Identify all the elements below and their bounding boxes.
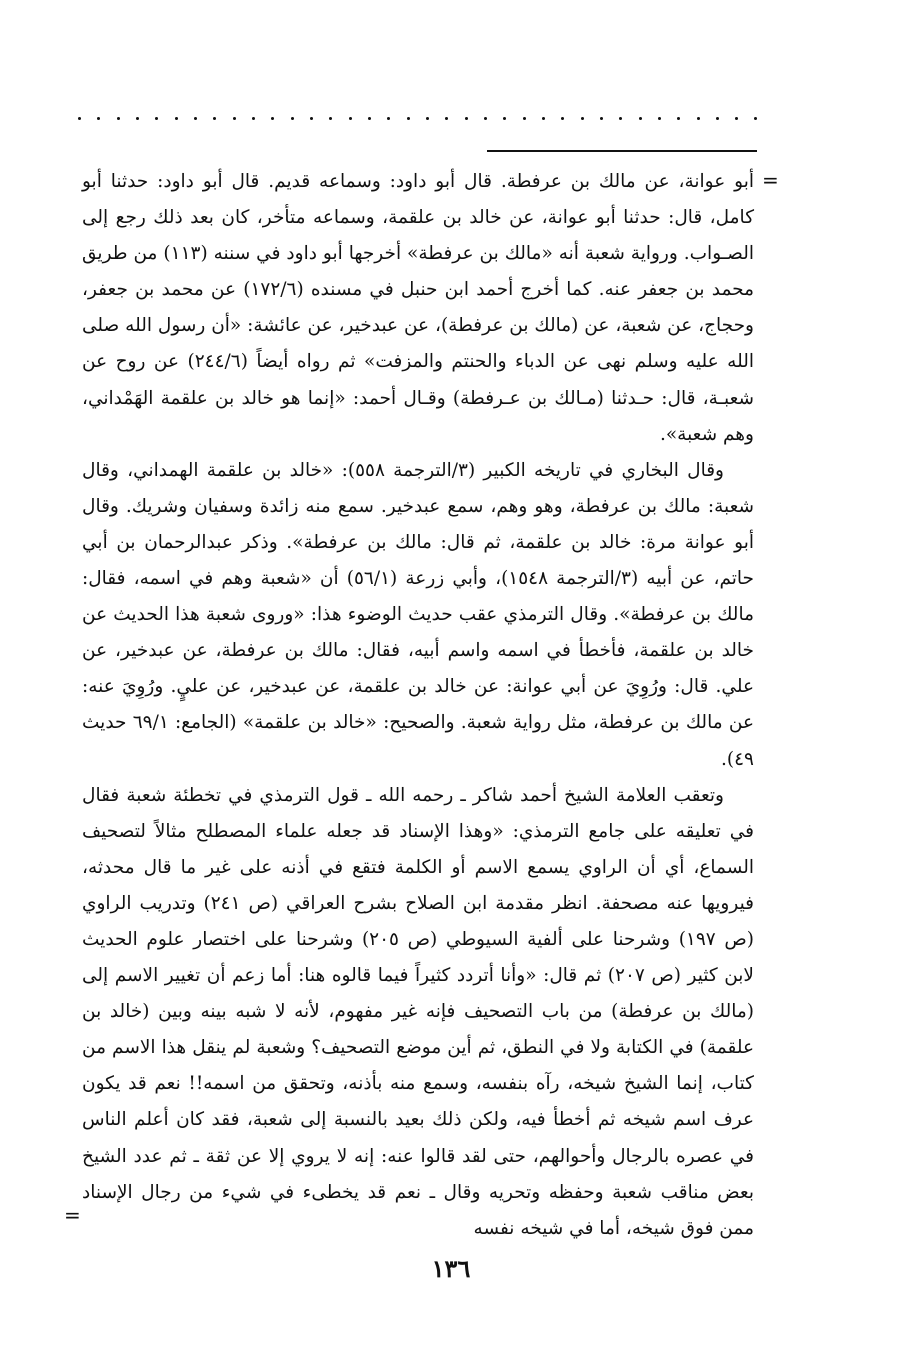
page-number: ١٣٦ <box>431 1254 471 1283</box>
separator-dot <box>175 117 178 120</box>
separator-dot <box>252 117 255 120</box>
separator-dot <box>542 117 545 120</box>
paragraph-3: وتعقب العلامة الشيخ أحمد شاكر ـ رحمه الله ـ قول الترمذي في تخطئة شعبة فقال في تعليقه على جامع الترمذي: «وهذا الإسناد قد جعله علماء المصطلح مثالاً لتصحيف السماع، أي أن الراوي يسمع الاسم أو الكلمة فتقع في أذنه على غير ما قال محدثه، فيرويها عنه مصحفة. انظر مقدمة ابن الصلاح بشرح العراقي (ص ٢٤١) وتدريب الراوي (ص ١٩٧) وشرحنا على ألفية السيوطي (ص ٢٠٥) وشرحنا على اختصار علوم الحديث لابن كثير (ص ٢٠٧) ثم قال: «وأنا أتردد كثيراً فيما قالوه هنا: أما زعم أن تغيير الاسم إلى (مالك بن عرفطة) من باب التصحيف فإنه غير مفهوم، لأنه لا شبه بينه وبين (خالد بن علقمة) في الكتابة ولا في النطق، ثم أين موضع التصحيف؟ وشعبة لم ينقل هذا الاسم من كتاب، إنما الشيخ شيخه، رآه بنفسه، وسمع منه بأذنه، وتحقق من اسمه!! نعم قد يكون عرف اسم شيخه ثم أخطأ فيه، ولكن ذلك بعيد بالنسبة إلى شعبة، فقد كان أعلم الناس في عصره بالرجال وأحوالهم، حتى لقد قالوا عنه: إنه لا يروي إلا عن ثقة ـ ثم عدد الشيخ بعض مناقب شعبة وحفظه وتحريه وقال ـ نعم قد يخطىء في شيء من رجال الإسناد ممن فوق شيخه، أما في شيخه نفسه <box>82 784 754 1239</box>
separator-dot <box>523 117 526 120</box>
separator-dot <box>716 117 719 120</box>
separator-dot <box>426 117 429 120</box>
separator-dot <box>658 117 661 120</box>
paragraph-1: أبو عوانة، عن مالك بن عرفطة. قال أبو داود: وسماعه قديم. قال أبو داود: حدثنا أبو كامل، قال: حدثنا أبو عوانة، عن خالد بن علقمة، وسماعه متأخر، كان بعد ذلك رجع إلى الصـواب. ورواية شعبة أنه «مالك بن عرفطة» أخرجها أبو داود في سننه (١١٣) من طريق محمد بن جعفر عنه. كما أخرج أحمد ابن حنبل في مسنده (١٧٢/٦) عن محمد بن جعفر، وحجاج، عن شعبة، عن (مالك بن عرفطة)، عن عبدخير، عن عائشة: «أن رسول الله صلى الله عليه وسلم نهى عن الدباء والحنتم والمزفت» ثم رواه أيضاً (٢٤٤/٦) عن روح عن شعبـة، قال: حـدثنا (مـالك بن عـرفطة) وقـال أحمد: «إنما هو خالد بن علقمة الهَمْداني، وهم شعبة». <box>82 171 755 445</box>
separator-dot <box>271 117 274 120</box>
footnote-text <box>82 164 754 1247</box>
separator-dot <box>581 117 584 120</box>
separator-dot <box>291 117 294 120</box>
separator-dot <box>97 117 100 120</box>
separator-dot <box>619 117 622 120</box>
separator-dot <box>329 117 332 120</box>
continuation-mark-top: = <box>762 168 779 192</box>
separator-dot <box>503 117 506 120</box>
separator-dot <box>735 117 738 120</box>
separator-dot <box>368 117 371 120</box>
separator-dot <box>387 117 390 120</box>
paragraph-2: وقال البخاري في تاريخه الكبير (٣/الترجمة ٥٥٨): «خالد بن علقمة الهمداني، وقال شعبة: مالك بن عرفطة، وهو وهم، سمع عبدخير. سمع منه زائدة وسفيان وشريك. وقال أبو عوانة مرة: خالد بن علقمة، ثم قال: مالك بن عرفطة». وذكر عبدالرحمان بن أبي حاتم، عن أبيه (٣/الترجمة ١٥٤٨)، وأبي زرعة (٥٦/١) أن «شعبة وهم في اسمه، فقال: مالك بن عرفطة». وقال الترمذي عقب حديث الوضوء هذا: «وروى شعبة هذا الحديث عن خالد بن علقمة، فأخطأ في اسمه واسم أبيه، فقال: مالك بن عرفطة، عن عبدخير، عن علي. قال: ورُوِيَ عن أبي عوانة: عن خالد بن علقمة، عن عبدخير، عن عليٍ. ورُوِيَ عنه: عن مالك بن عرفطة، مثل رواية شعبة. والصحيح: «خالد بن علقمة» (الجامع: ٦٩/١ حديث ٤٩). <box>82 459 754 770</box>
footnote-rule <box>487 150 757 152</box>
separator-dot <box>600 117 603 120</box>
separator-dot <box>310 117 313 120</box>
separator-dot <box>484 117 487 120</box>
dotted-separator <box>78 112 758 124</box>
separator-dot <box>465 117 468 120</box>
separator-dot <box>677 117 680 120</box>
separator-dot <box>117 117 120 120</box>
separator-dot <box>233 117 236 120</box>
separator-dot <box>136 117 139 120</box>
separator-dot <box>78 117 81 120</box>
separator-dot <box>754 117 757 120</box>
separator-dot <box>349 117 352 120</box>
continuation-mark-bottom: = <box>64 1203 81 1227</box>
separator-dot <box>639 117 642 120</box>
separator-dot <box>561 117 564 120</box>
separator-dot <box>194 117 197 120</box>
separator-dot <box>213 117 216 120</box>
separator-dot <box>155 117 158 120</box>
separator-dot <box>407 117 410 120</box>
separator-dot <box>697 117 700 120</box>
separator-dot <box>445 117 448 120</box>
